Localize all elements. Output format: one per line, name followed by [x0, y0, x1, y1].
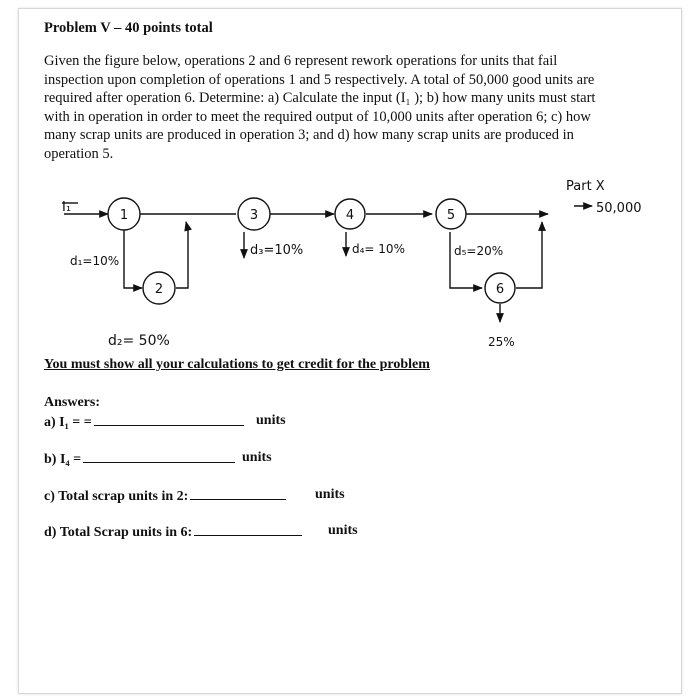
answer-d-field[interactable] — [194, 523, 302, 536]
answer-c-unit: units — [315, 487, 345, 502]
answer-b-unit: units — [242, 450, 272, 465]
defect-rate-3: d₃=10% — [250, 243, 304, 258]
node-label-4: 4 — [345, 208, 355, 223]
answer-d-unit: units — [328, 523, 358, 538]
answer-a-label: a) I₁ = = — [44, 415, 92, 430]
node-label-1: 1 — [119, 208, 129, 223]
flow-line-5-6 — [450, 232, 482, 288]
output-quantity: 50,000 — [596, 201, 642, 216]
problem-line: required after operation 6. Determine: a) Calculate the input (I₁ ); b) how many units must start — [44, 90, 596, 106]
flow-line-1-2 — [124, 230, 142, 288]
answer-b-field[interactable] — [83, 450, 235, 463]
answer-a-field[interactable] — [94, 413, 244, 426]
rework-return-2 — [176, 230, 188, 288]
problem-line: with in operation in order to meet the required output of 10,000 units after operation 6; c) how — [44, 108, 591, 125]
node-label-3: 3 — [249, 208, 259, 223]
defect-rate-6: 25% — [488, 335, 515, 349]
defect-rate-1: d₁=10% — [70, 254, 120, 268]
answer-c-label: c) Total scrap units in 2: — [44, 489, 189, 504]
answer-b — [44, 450, 272, 468]
answers-heading: Answers: — [44, 395, 100, 410]
process-flow-diagram — [0, 160, 700, 355]
output-part-label: Part X — [566, 179, 605, 194]
defect-rate-4: d₄= 10% — [352, 242, 405, 256]
instruction-note: You must show all your calculations to get credit for the problem — [44, 357, 430, 372]
node-label-2: 2 — [154, 282, 164, 297]
answer-d-label: d) Total Scrap units in 6: — [44, 525, 193, 540]
problem-title: Problem V – 40 points total — [44, 20, 213, 36]
defect-rate-2: d₂= 50% — [108, 333, 170, 349]
rework-return-arrowhead — [186, 222, 188, 230]
defect-rate-5: d₅=20% — [454, 244, 504, 258]
answer-c-field[interactable] — [190, 487, 286, 500]
answer-d — [44, 523, 358, 541]
answer-a — [44, 413, 286, 431]
node-label-6: 6 — [495, 282, 505, 297]
problem-line: many scrap units are produced in operation 3; and d) how many scrap units are produced in — [44, 127, 574, 143]
node-label-5: 5 — [446, 208, 456, 223]
problem-line: Given the figure below, operations 2 and 6 represent rework operations for units that fail — [44, 53, 558, 69]
rework-return-6 — [516, 222, 542, 288]
problem-line: operation 5. — [44, 145, 114, 162]
problem-statement — [44, 52, 656, 163]
answer-c — [44, 487, 345, 505]
answer-b-label: b) I₄ = — [44, 452, 82, 467]
problem-line: inspection upon completion of operations 1 and 5 respectively. A total of 50,000 good units are — [44, 71, 595, 88]
answer-a-unit: units — [256, 413, 286, 428]
input-label: I₁ — [62, 200, 72, 215]
